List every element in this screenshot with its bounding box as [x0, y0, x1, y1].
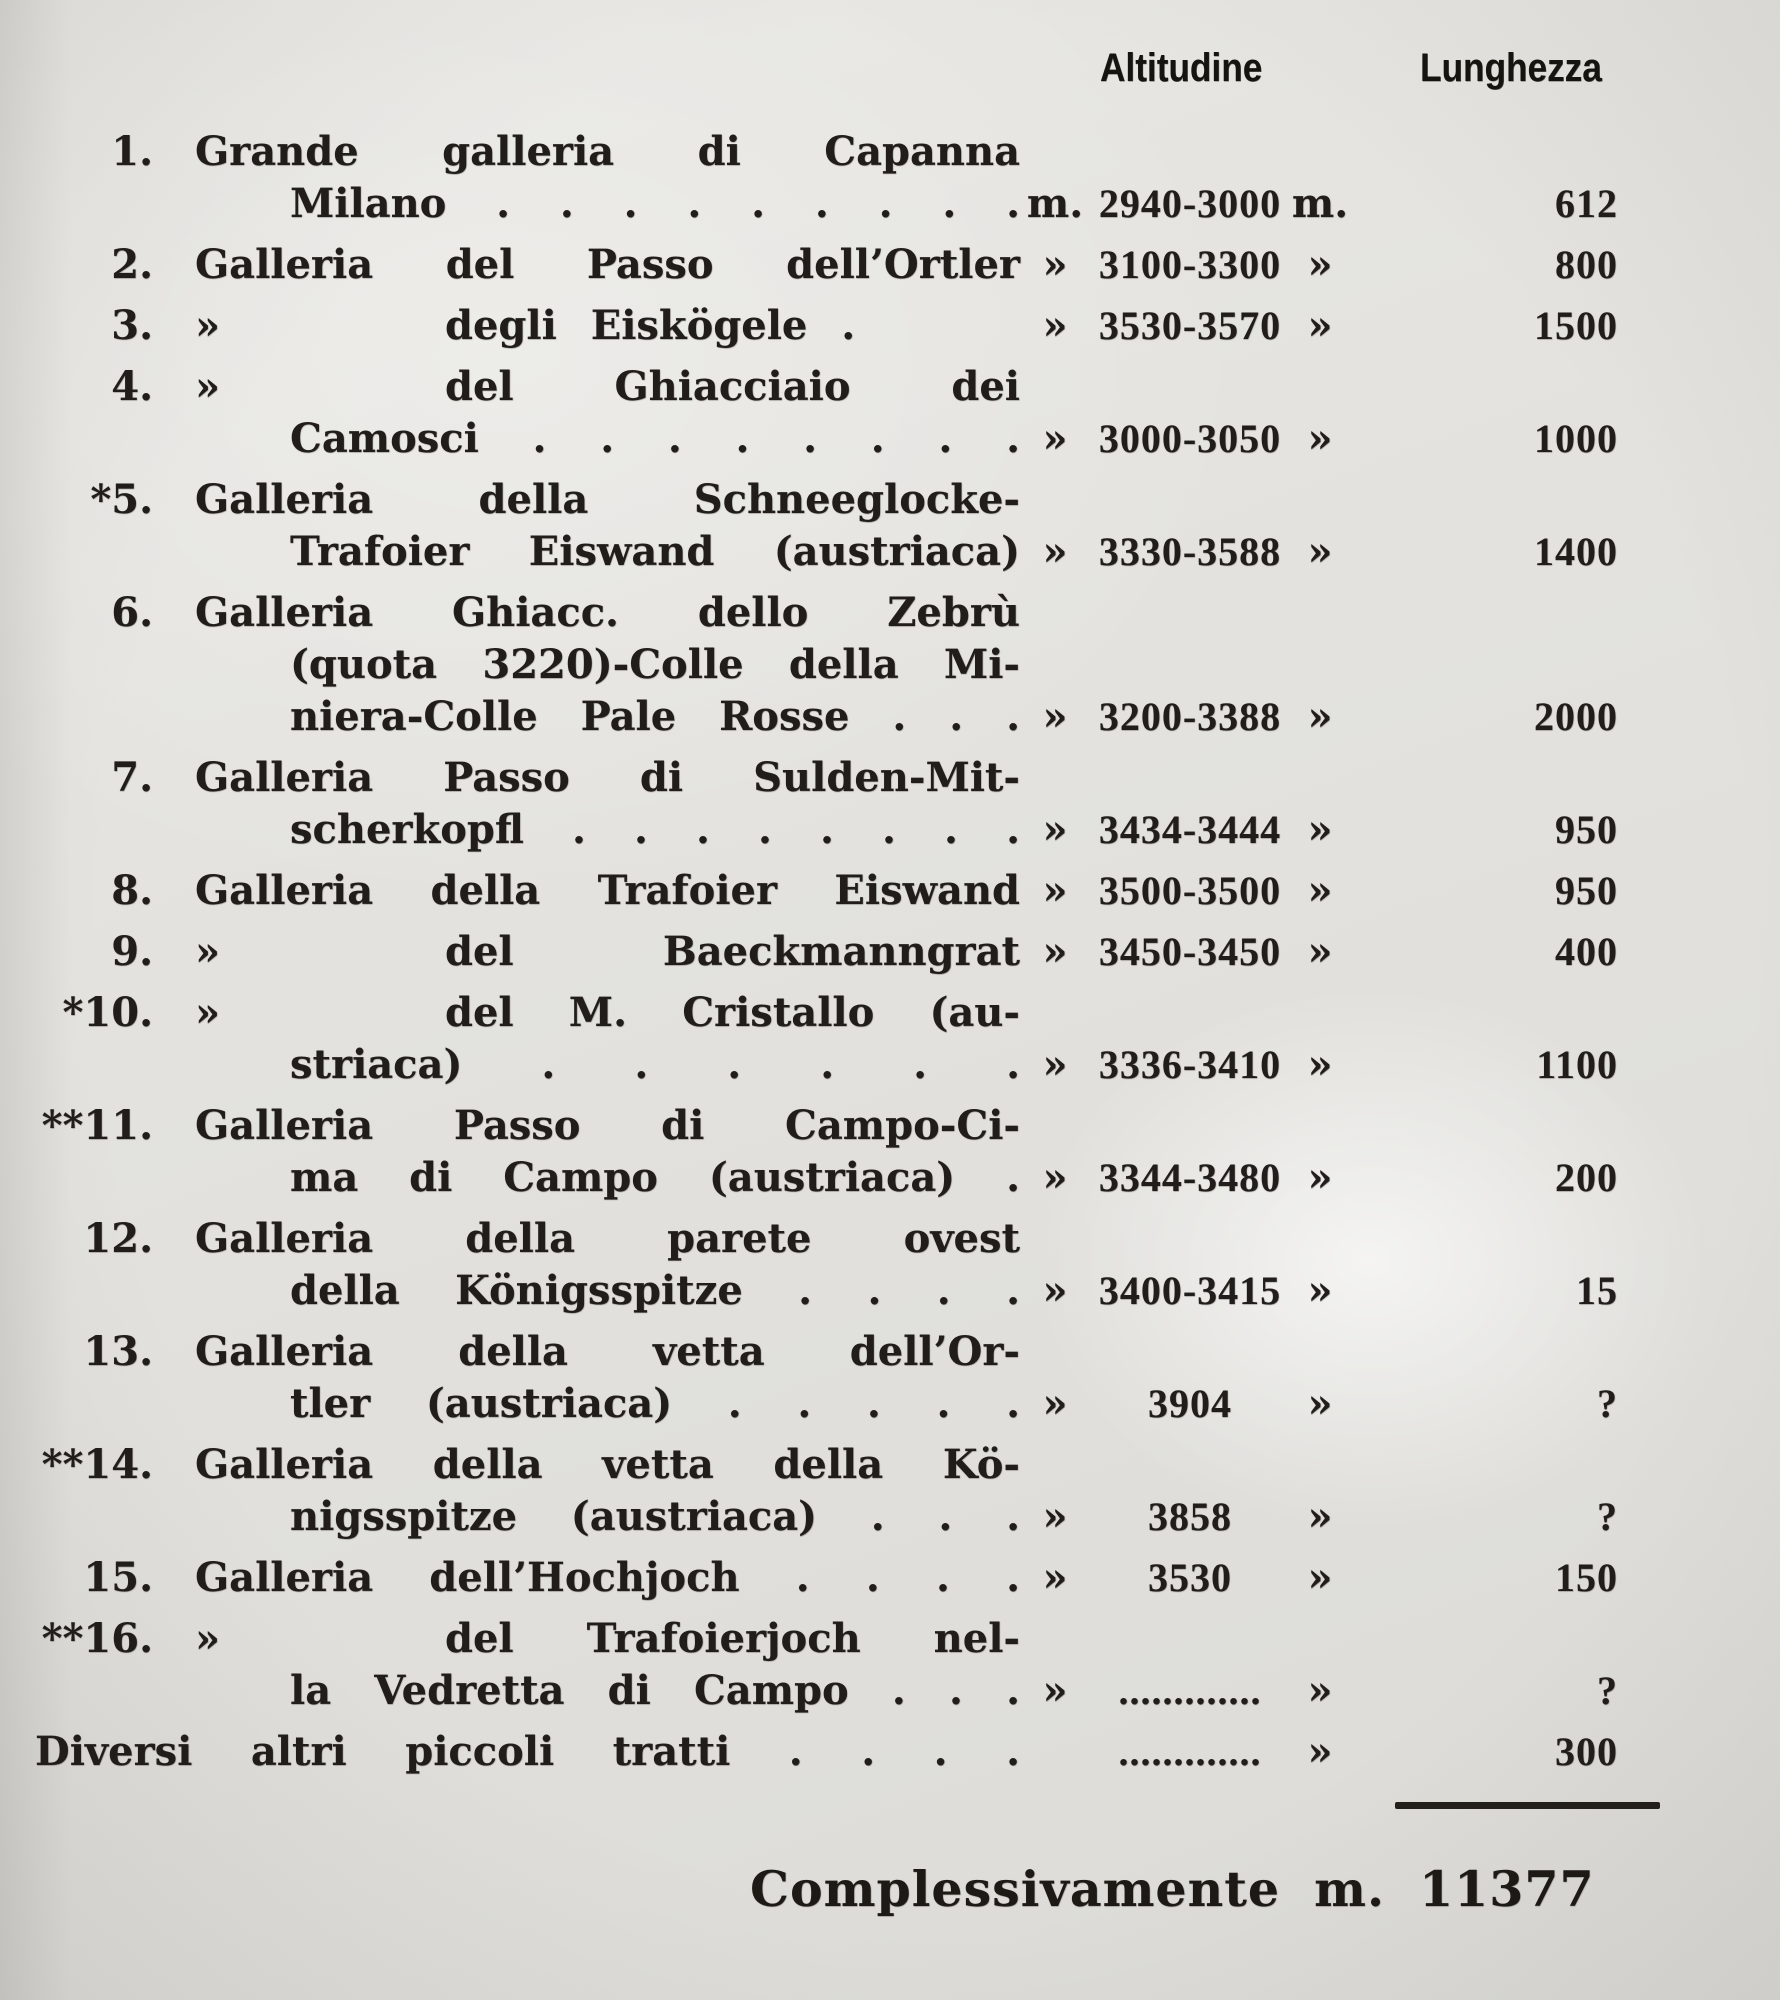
len-value-cell: 400 — [1555, 929, 1618, 974]
column-header-lunghezza: Lunghezza — [1420, 46, 1602, 90]
len-unit-cell: » — [1307, 528, 1333, 575]
len-value-cell: 1000 — [1534, 416, 1618, 461]
name-line: Galleria Ghiacc. dello Zebrù — [195, 589, 1020, 636]
alt-unit-cell: » — [1042, 528, 1068, 575]
name-line: Grande galleria di Capanna — [195, 128, 1020, 175]
len-unit-cell: » — [1307, 1554, 1333, 1601]
len-value-cell: 300 — [1555, 1729, 1618, 1774]
row-number: *10. — [62, 989, 153, 1036]
row-name — [165, 1552, 1020, 1604]
name-line-text: del Trafoierjoch nel- — [445, 1615, 1020, 1662]
row-name — [165, 300, 1020, 352]
alt-unit-cell: » — [1042, 415, 1068, 462]
name-line: Trafoier Eiswand (austriaca) — [290, 528, 1020, 575]
alt-unit-cell: » — [1042, 1667, 1068, 1714]
row-number: **14. — [41, 1441, 153, 1488]
table-row — [35, 1100, 1650, 1204]
table-row — [35, 474, 1650, 578]
len-unit-cell: » — [1307, 1267, 1333, 1314]
name-line: Galleria della Schneeglocke- — [195, 476, 1020, 523]
row-name — [165, 239, 1020, 291]
alt-unit-cell: » — [1042, 1267, 1068, 1314]
alt-value-cell: ............. — [1118, 1668, 1262, 1713]
row-number: 13. — [83, 1328, 153, 1375]
row-number: 7. — [111, 754, 153, 801]
table-row — [35, 1552, 1650, 1604]
row-name — [165, 752, 1020, 856]
len-value-cell: 950 — [1555, 868, 1618, 913]
name-line: scherkopfl . . . . . . . . — [290, 806, 1020, 853]
alt-unit-cell: » — [1042, 806, 1068, 853]
row-name — [165, 474, 1020, 578]
name-line: striaca) . . . . . . — [290, 1041, 1020, 1088]
len-value-cell: 15 — [1576, 1268, 1618, 1313]
len-unit-cell: » — [1307, 1380, 1333, 1427]
ditto-mark: » — [195, 302, 220, 349]
name-line: Galleria dell’Hochjoch . . . . — [195, 1554, 1020, 1601]
name-line-text: del M. Cristallo (au- — [445, 989, 1020, 1036]
total-line — [0, 1861, 1780, 1917]
row-number: 8. — [111, 867, 153, 914]
table-row — [35, 587, 1650, 743]
name-line: niera-Colle Pale Rosse . . . — [290, 693, 1020, 740]
table-body — [35, 126, 1650, 1778]
row-name — [165, 1613, 1020, 1717]
name-line: Galleria del Passo dell’Ortler — [195, 241, 1020, 288]
alt-value-cell: 3434-3444 — [1098, 807, 1282, 852]
name-line-text: degli Eiskögele . — [445, 302, 856, 349]
row-number: 9. — [111, 928, 153, 975]
len-value-cell: 1100 — [1536, 1042, 1618, 1087]
row-name — [165, 926, 1020, 978]
table-row — [35, 361, 1650, 465]
len-unit-cell: » — [1307, 302, 1333, 349]
len-value-cell: ? — [1597, 1668, 1618, 1713]
len-unit-cell: » — [1307, 415, 1333, 462]
row-number: *5. — [90, 476, 153, 523]
len-value-cell: ? — [1597, 1494, 1618, 1539]
len-unit-cell: » — [1307, 1154, 1333, 1201]
len-value-cell: 150 — [1555, 1555, 1618, 1600]
len-value-cell: 1500 — [1534, 303, 1618, 348]
len-value-cell: 1400 — [1534, 529, 1618, 574]
name-line: Galleria Passo di Sulden-Mit- — [195, 754, 1020, 801]
alt-unit-cell: » — [1042, 1380, 1068, 1427]
ditto-mark: » — [195, 928, 220, 975]
table-row — [35, 1613, 1650, 1717]
len-unit-cell: » — [1307, 1667, 1333, 1714]
alt-unit-cell: » — [1042, 241, 1068, 288]
row-name — [165, 587, 1020, 743]
row-number: 6. — [111, 589, 153, 636]
table-row — [35, 126, 1650, 230]
alt-unit-cell: » — [1042, 693, 1068, 740]
ditto-mark: » — [195, 363, 220, 410]
len-unit-cell: » — [1307, 1728, 1333, 1775]
name-line: Milano . . . . . . . . . — [290, 180, 1020, 227]
len-unit-cell: » — [1307, 241, 1333, 288]
row-number: 2. — [111, 241, 153, 288]
alt-unit-cell: » — [1042, 302, 1068, 349]
row-number: 1. — [111, 128, 153, 175]
alt-value-cell: 3100-3300 — [1098, 242, 1282, 287]
table-row — [35, 239, 1650, 291]
row-number: 3. — [111, 302, 153, 349]
name-line: nigsspitze (austriaca) . . . — [290, 1493, 1020, 1540]
alt-value-cell: 3450-3450 — [1098, 929, 1282, 974]
len-value-cell: 200 — [1555, 1155, 1618, 1200]
name-line: Galleria della vetta dell’Or- — [195, 1328, 1020, 1375]
alt-value-cell: 2940-3000 — [1098, 181, 1282, 226]
name-line: Galleria della parete ovest — [195, 1215, 1020, 1262]
alt-unit-cell: » — [1042, 1493, 1068, 1540]
row-number: 15. — [83, 1554, 153, 1601]
len-value-cell: 2000 — [1534, 694, 1618, 739]
name-line — [195, 300, 1020, 352]
len-value-cell: ? — [1597, 1381, 1618, 1426]
row-name — [165, 1439, 1020, 1543]
name-line: Galleria della Trafoier Eiswand — [195, 867, 1020, 914]
alt-unit-cell: m. — [1026, 180, 1084, 227]
name-line — [195, 1613, 1020, 1665]
alt-unit-cell: » — [1042, 1041, 1068, 1088]
row-number: 12. — [83, 1215, 153, 1262]
alt-unit-cell: » — [1042, 1554, 1068, 1601]
alt-value-cell: 3530-3570 — [1098, 303, 1282, 348]
alt-value-cell: 3200-3388 — [1098, 694, 1282, 739]
len-value-cell: 950 — [1555, 807, 1618, 852]
row-name — [165, 1213, 1020, 1317]
name-line-text: del Baeckmanngrat — [445, 928, 1020, 975]
row-number: 4. — [111, 363, 153, 410]
alt-value-cell: ............. — [1118, 1729, 1262, 1774]
len-value-cell: 612 — [1555, 181, 1618, 226]
alt-value-cell: 3530 — [1148, 1555, 1232, 1600]
len-unit-cell: m. — [1291, 180, 1349, 227]
name-line — [195, 361, 1020, 413]
name-line: della Königsspitze . . . . — [290, 1267, 1020, 1314]
row-name — [165, 126, 1020, 230]
len-unit-cell: » — [1307, 693, 1333, 740]
alt-unit-cell: » — [1042, 928, 1068, 975]
total-value: 11377 — [1419, 1860, 1595, 1918]
name-line: ma di Campo (austriaca) . — [290, 1154, 1020, 1201]
len-value-cell: 800 — [1555, 242, 1618, 287]
row-name — [165, 361, 1020, 465]
table-row — [35, 300, 1650, 352]
ditto-mark: » — [195, 989, 220, 1036]
name-line: tler (austriaca) . . . . . — [290, 1380, 1020, 1427]
len-unit-cell: » — [1307, 806, 1333, 853]
len-unit-cell: » — [1307, 867, 1333, 914]
len-unit-cell: » — [1307, 1041, 1333, 1088]
name-line: (quota 3220)-Colle della Mi- — [290, 641, 1020, 688]
name-line — [195, 987, 1020, 1039]
len-unit-cell: » — [1307, 1493, 1333, 1540]
table-row — [35, 1326, 1650, 1430]
total-unit: m. — [1314, 1860, 1386, 1918]
row-number: **11. — [41, 1102, 153, 1149]
total-label: Complessivamente — [750, 1860, 1281, 1918]
alt-value-cell: 3904 — [1148, 1381, 1232, 1426]
table-row — [35, 752, 1650, 856]
row-name — [165, 1326, 1020, 1430]
alt-value-cell: 3000-3050 — [1098, 416, 1282, 461]
alt-value-cell: 3400-3415 — [1098, 1268, 1282, 1313]
len-unit-cell: » — [1307, 928, 1333, 975]
column-header-altitudine: Altitudine — [1100, 46, 1263, 90]
row-name — [165, 1100, 1020, 1204]
name-line — [195, 926, 1020, 978]
name-line: la Vedretta di Campo . . . — [290, 1667, 1020, 1714]
table-row — [35, 926, 1650, 978]
ditto-mark: » — [195, 1615, 220, 1662]
alt-unit-cell: » — [1042, 867, 1068, 914]
name-line: Galleria Passo di Campo-Ci- — [195, 1102, 1020, 1149]
alt-value-cell: 3500-3500 — [1098, 868, 1282, 913]
row-name — [165, 987, 1020, 1091]
alt-value-cell: 3344-3480 — [1098, 1155, 1282, 1200]
alt-unit-cell: » — [1042, 1154, 1068, 1201]
table-row — [35, 1439, 1650, 1543]
table-row — [35, 1726, 1650, 1778]
total-rule — [1395, 1802, 1660, 1809]
alt-value-cell: 3858 — [1148, 1494, 1232, 1539]
alt-value-cell: 3330-3588 — [1098, 529, 1282, 574]
table-row — [35, 865, 1650, 917]
table-row — [35, 987, 1650, 1091]
name-line: Diversi altri piccoli tratti . . . . — [35, 1728, 1020, 1775]
row-name — [35, 1726, 1020, 1778]
row-name — [165, 865, 1020, 917]
row-number: **16. — [41, 1615, 153, 1662]
table-row — [35, 1213, 1650, 1317]
name-line-text: del Ghiacciaio dei — [445, 363, 1020, 410]
name-line: Galleria della vetta della Kö- — [195, 1441, 1020, 1488]
name-line: Camosci . . . . . . . . — [290, 415, 1020, 462]
alt-value-cell: 3336-3410 — [1098, 1042, 1282, 1087]
